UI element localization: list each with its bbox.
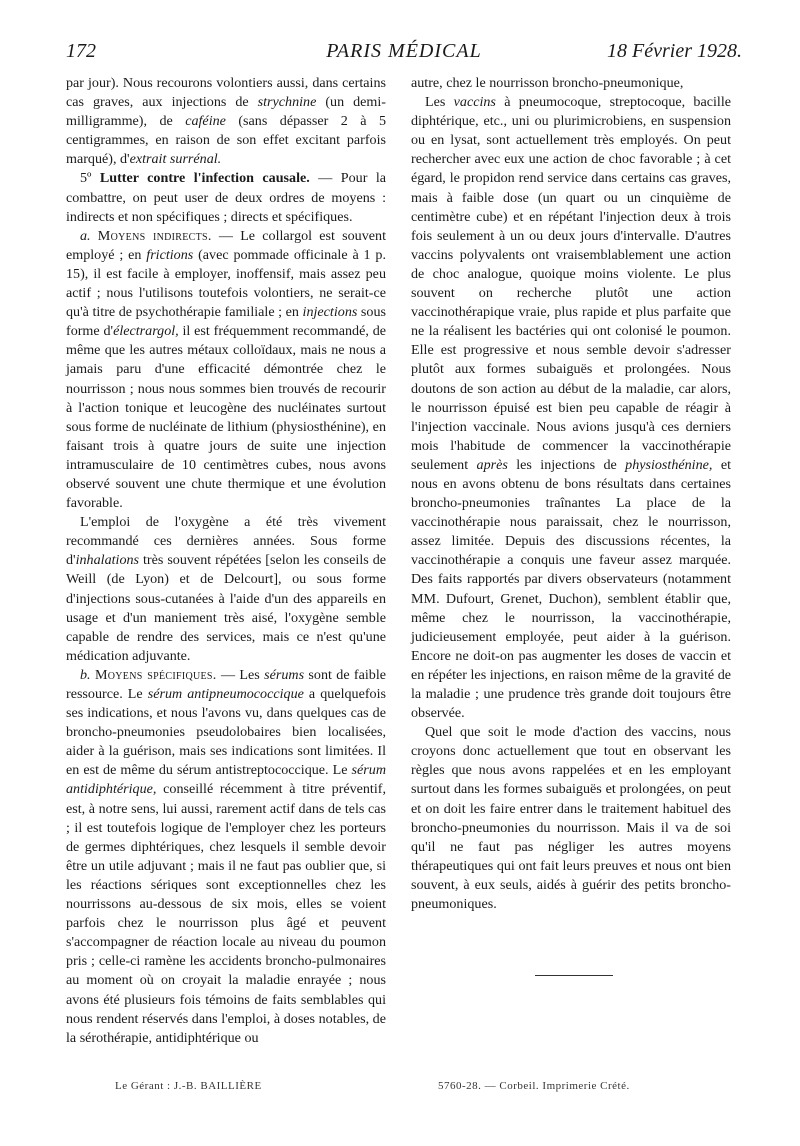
paragraph-vaccins: Les vaccins à pneumocoque, streptocoque, bacille diphtérique, etc., uni ou plurimicrobiens, en suspension ou en lysat, sont actuellement très employés. On peut rechercher avec eux une action de choc favorable ; à cet égard, le propidon rend service dans certains cas graves, mais à faible dose (un quart ou un cinquième de centimètre cube) et en répétant l'injection deux à trois fois seulement à un ou deux jours d'intervalle. D'autres vaccins polyvalents ont vraisemblablement une action de choc analogue, quoique moins violente. Le plus souvent on recherche plutôt une action vaccinothérapique vraie, plus rapide et plus parfaite que ne la réalisent les bactéries qui ont colonisé le poumon. Elle est progressive et nous semble devoir s'adresser plutôt aux formes subaiguës et prolongées. Nous doutons de son action au début de la maladie, car alors, le nourrisson épuisé est bien peu capable de réagir à l'injection vaccinale. Nous avions jusqu'à ces derniers mois l'habitude de commencer la vaccinothérapie seulement après les injections de physiosthénine, et nous en avons obtenu de bons résultats dans certaines broncho-pneumonies traînantes La place de la vaccinothérapie nous paraissait, chez le nourrisson, assez limitée. Depuis des discussions récentes, la vaccinothérapie a conquis une faveur assez marquée. Des faits rapportés par divers observateurs (notamment MM. Dufourt, Grenet, Duchon), semblent établir que, même chez le nourrisson, la vaccinothérapie, judicieusement employée, peut aider à la guérison. Encore ne doit-on pas augmenter les doses de vaccin et en répéter les injections, en raison même de la gravité de la maladie ; une prudence très grande doit toujours être observée.: [411, 94, 731, 722]
section-infection-causale: 5º Lutter contre l'infection causale. — Pour la combattre, on peut user de deux ordres de moyens : indirects et non spécifiques ; directs et spécifiques.: [66, 170, 386, 225]
journal-title: PARIS MÉDICAL: [326, 40, 482, 62]
paragraph-conclusion: Quel que soit le mode d'action des vaccins, nous croyons donc actuellement que tout en observant les règles que nous avons rappelées et en les employant surtout dans les formes subaiguës et prolongées, on peut et on doit les faire entrer dans le traitement habituel des broncho-pneumonies du nourrisson. Mais il va de soi qu'il ne faut pas négliger les autres moyens thérapeutiques qui ont fait leurs preuves et nous ont bien souvent, à eux seuls, aidés à guérir des petits broncho-pneumoniques.: [411, 724, 731, 913]
page-number: 172: [66, 40, 96, 62]
footer-printer: 5760-28. — Corbeil. Imprimerie Crété.: [438, 1080, 630, 1092]
right-column: [411, 74, 731, 914]
subsection-heading: Moyens indirects.: [97, 227, 212, 244]
footer-publisher: Le Gérant : J.-B. BAILLIÈRE: [115, 1080, 262, 1092]
issue-date: 18 Février 1928.: [607, 40, 742, 62]
end-rule: [535, 975, 613, 976]
paragraph-moyens-specifiques: b. Moyens spécifiques. — Les sérums sont de faible ressource. Le sérum antipneumococcique a quelquefois ses indications, et nous l'avons vu, dans quelques cas de broncho-pneumonies pseudolobaires bien localisées, aider à la guérison, mais ses indications sont limitées. Il en est de même du sérum antistreptococcique. Le sérum antidiphtérique, conseillé récemment à titre préventif, est, à notre sens, lui aussi, rarement actif dans de tels cas ; il est toutefois logique de l'employer chez les porteurs de germes diphtériques, chez lesquels il semble devoir être un utile adjuvant ; mais il ne faut pas oublier que, si les réactions sériques sont exceptionnelles chez les nourrissons au-dessous de six mois, elles se voient parfois chez le nourrisson plus âgé et peuvent s'accompagner de réaction locale au niveau du poumon pris ; celle-ci ramène les accidents broncho-pulmonaires au moment où on croyait la maladie enrayée ; nous avons été plusieurs fois témoins de faits semblables qui nous rendent réservés dans l'emploi, à doses notables, de la sérothérapie, antidiphtérique ou: [66, 666, 387, 1046]
subsection-heading: Moyens spécifiques.: [94, 666, 217, 683]
left-column: [66, 74, 386, 1048]
page-header: [66, 36, 742, 66]
paragraph-oxygene: L'emploi de l'oxygène a été très vivement recommandé ces dernières années. Sous forme d'inhalations très souvent répétées [selon les conseils de Weill (de Lyon) et de Delcourt], ou sous forme d'injections sous-cutanées à l'aide d'un des appareils en usage et d'un maniement très aisé, l'oxygène semble capable de rendre des services, mais ce n'est qu'une médication adjuvante.: [66, 514, 386, 664]
paragraph-stimulants: par jour). Nous recourons volontiers aussi, dans certains cas graves, aux injections de strychnine (un demi-milligramme), de caféine (sans dépasser 2 à 5 centigrammes, en raison de son effet excitant parfois marqué), d'extrait surrénal.: [66, 75, 386, 168]
paragraph-continuation: autre, chez le nourrisson broncho-pneumonique,: [411, 75, 684, 91]
section-heading: Lutter contre l'infection causale.: [99, 170, 310, 187]
paragraph-moyens-indirects: a. Moyens indirects. — Le collargol est souvent employé ; en frictions (avec pommade officinale à 1 p. 15), il est facile à employer, inoffensif, mais assez peu actif ; nous l'utilisons toutefois volontiers, ne serait-ce qu'à titre de psychothérapie familiale ; en injections sous forme d'électrargol, il est fréquemment recommandé, de même que les autres métaux colloïdaux, mais ne nous a jamais paru d'une efficacité démontrée chez le nourrisson ; nous nous sommes bien trouvés de recourir à l'action tonique et leucogène des nucléinates surtout sous forme de nucléinate de lithium (physiosthénine), en faisant trois à quatre jours de suite une injection intramusculaire de 10 centimètres cubes, nous avons observé souvent une chute thermique et une évolution favorable.: [66, 227, 386, 512]
